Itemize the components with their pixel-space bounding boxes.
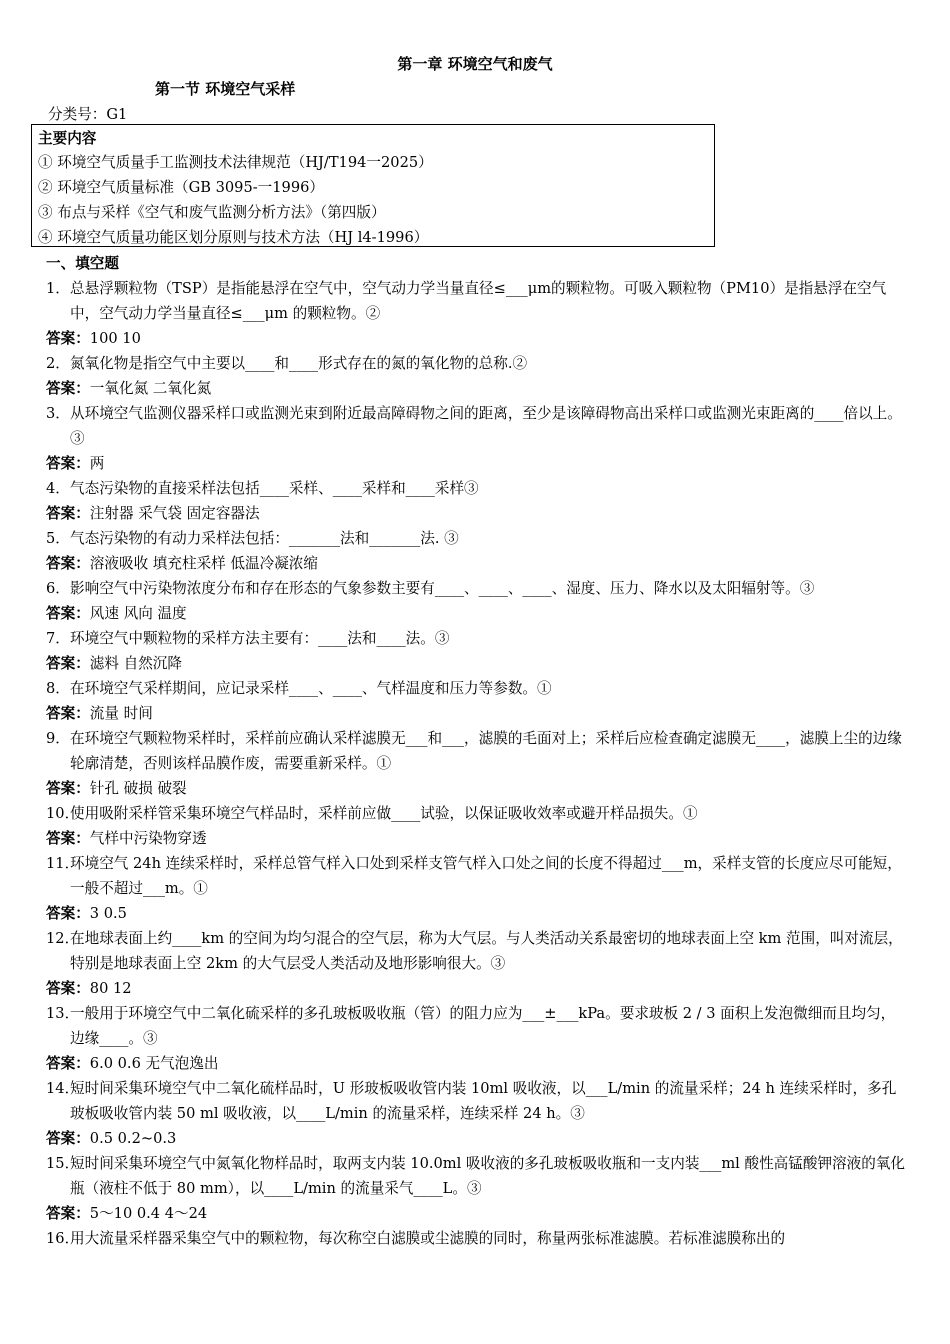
answer-label: 答案：: [46, 505, 90, 522]
section-title: 第一节 环境空气采样: [155, 80, 296, 98]
chapter-title: 第一章 环境空气和废气: [397, 55, 553, 73]
answer-8: [46, 701, 908, 726]
answer-value: 3 0.5: [89, 905, 127, 922]
question-15: [46, 1151, 908, 1201]
answer-15: [46, 1201, 908, 1226]
question-10: [46, 801, 908, 826]
answer-7: [46, 651, 908, 676]
answer-value: 针孔 破损 破裂: [89, 780, 187, 797]
answer-value: 两: [89, 455, 105, 472]
question-number: 13．: [46, 1005, 80, 1022]
answer-label: 答案：: [46, 555, 90, 572]
main-content-item: ③ 布点与采样《空气和废气监测分析方法》（第四版）: [38, 204, 386, 221]
answer-label: 答案：: [46, 705, 90, 722]
answer-5: [46, 551, 908, 576]
question-8: [46, 676, 908, 701]
answer-14: [46, 1126, 908, 1151]
question-text: 气态污染物的直接采样法包括____采样、____采样和____采样③: [70, 480, 479, 497]
question-9: [46, 726, 908, 776]
answer-13: [46, 1051, 908, 1076]
answer-label: 答案：: [46, 330, 90, 347]
question-number: 6．: [46, 580, 70, 597]
question-text: 环境空气中颗粒物的采样方法主要有：____法和____法。③: [70, 630, 450, 647]
question-text: 短时间采集环境空气中氮氧化物样品时，取两支内装 10.0ml 吸收液的多孔玻板吸收瓶和一支内装___ml 酸性高锰酸钾溶液的氧化瓶（液柱不低于 80 mm），以____L/min 的流量采气____L。③: [70, 1155, 906, 1197]
answer-value: 流量 时间: [89, 705, 153, 722]
fill-in-blank-section: [46, 252, 908, 1251]
answer-value: 0.5 0.2~0.3: [89, 1130, 177, 1147]
answer-label: 答案：: [46, 605, 90, 622]
answer-value: 风速 风向 温度: [89, 605, 187, 622]
answer-value: 注射器 采气袋 固定容器法: [89, 505, 260, 522]
answer-label: 答案：: [46, 905, 90, 922]
answer-value: 气样中污染物穿透: [89, 830, 207, 847]
question-number: 7．: [46, 630, 70, 647]
question-11: [46, 851, 908, 901]
question-2: [46, 351, 908, 376]
question-text: 气态污染物的有动力采样法包括：_______法和_______法. ③: [70, 530, 459, 547]
question-text: 一般用于环境空气中二氧化硫采样的多孔玻板吸收瓶（管）的阻力应为___±___kPa。要求玻板 2 / 3 面积上发泡微细而且均匀，边缘____。③: [70, 1005, 896, 1047]
question-number: 3．: [46, 405, 70, 422]
answer-label: 答案：: [46, 830, 90, 847]
question-13: [46, 1001, 908, 1051]
question-text: 从环境空气监测仪器采样口或监测光束到附近最高障碍物之间的距离，至少是该障碍物高出采样口或监测光束距离的____倍以上。③: [70, 405, 902, 447]
question-text: 在环境空气采样期间，应记录采样____、____、气样温度和压力等参数。①: [70, 680, 552, 697]
question-text: 环境空气 24h 连续采样时，采样总管气样入口处到采样支管气样入口处之间的长度不得超过___m，采样支管的长度应尽可能短，一般不超过___m。①: [70, 855, 902, 897]
question-text: 氮氧化物是指空气中主要以____和____形式存在的氮的氧化物的总称.②: [70, 355, 528, 372]
answer-value: 80 12: [89, 980, 132, 997]
question-number: 8．: [46, 680, 70, 697]
question-number: 5．: [46, 530, 70, 547]
answer-label: 答案：: [46, 380, 90, 397]
answer-12: [46, 976, 908, 1001]
answer-9: [46, 776, 908, 801]
answer-label: 答案：: [46, 655, 90, 672]
question-text: 总悬浮颗粒物（TSP）是指能悬浮在空气中，空气动力学当量直径≤___μm的颗粒物。可吸入颗粒物（PM10）是指悬浮在空气中，空气动力学当量直径≤___μm 的颗粒物。②: [70, 280, 887, 322]
answer-value: 6.0 0.6 无气泡逸出: [89, 1055, 219, 1072]
answer-4: [46, 501, 908, 526]
question-number: 4．: [46, 480, 70, 497]
main-content-item: ② 环境空气质量标准（GB 3095-一1996）: [38, 179, 324, 196]
question-number: 2．: [46, 355, 70, 372]
question-text: 用大流量采样器采集空气中的颗粒物，每次称空白滤膜或尘滤膜的同时，称量两张标准滤膜。若标准滤膜称出的: [70, 1230, 786, 1247]
question-number: 16．: [46, 1230, 80, 1247]
answer-6: [46, 601, 908, 626]
question-text: 使用吸附采样管采集环境空气样品时，采样前应做____试验，以保证吸收效率或避开样品损失。①: [70, 805, 698, 822]
question-5: [46, 526, 908, 551]
question-number: 11．: [46, 855, 80, 872]
question-14: [46, 1076, 908, 1126]
question-number: 14．: [46, 1080, 80, 1097]
answer-value: 100 10: [89, 330, 141, 347]
answer-value: 滤料 自然沉降: [89, 655, 182, 672]
question-text: 在环境空气颗粒物采样时，采样前应确认采样滤膜无___和___，滤膜的毛面对上；采样后应检查确定滤膜无____，滤膜上尘的边缘轮廓清楚，否则该样品膜作废，需要重新采样。①: [70, 730, 902, 772]
main-content-item: ④ 环境空气质量功能区划分原则与技术方法（HJ l4-1996）: [38, 229, 429, 246]
answer-label: 答案：: [46, 980, 90, 997]
question-4: [46, 476, 908, 501]
main-content-box: [31, 124, 715, 247]
question-3: [46, 401, 908, 451]
answer-value: 一氧化氮 二氧化氮: [89, 380, 212, 397]
main-content-title: 主要内容: [38, 130, 97, 147]
classification-number: 分类号：G1: [48, 106, 128, 123]
answer-3: [46, 451, 908, 476]
question-text: 短时间采集环境空气中二氧化硫样品时，U 形玻板吸收管内装 10ml 吸收液，以___L/min 的流量采样；24 h 连续采样时，多孔玻板吸收管内装 50 ml 吸收液，以____L/min 的流量采样，连续采样 24 h。③: [70, 1080, 897, 1122]
question-1: [46, 276, 908, 326]
question-text: 影响空气中污染物浓度分布和存在形态的气象参数主要有____、____、____、湿度、压力、降水以及太阳辐射等。③: [70, 580, 815, 597]
answer-value: 溶液吸收 填充柱采样 低温冷凝浓缩: [89, 555, 318, 572]
part-title: 一、填空题: [46, 255, 119, 272]
question-text: 在地球表面上约____km 的空间为均匀混合的空气层，称为大气层。与人类活动关系最密切的地球表面上空 km 范围，叫对流层，特别是地球表面上空 2km 的大气层受人类活动及地形影响很大。③: [70, 930, 903, 972]
answer-1: [46, 326, 908, 351]
answer-11: [46, 901, 908, 926]
answer-label: 答案：: [46, 1205, 90, 1222]
question-number: 9．: [46, 730, 70, 747]
answer-label: 答案：: [46, 1130, 90, 1147]
answer-label: 答案：: [46, 455, 90, 472]
question-number: 1．: [46, 280, 70, 297]
question-7: [46, 626, 908, 651]
question-6: [46, 576, 908, 601]
question-16: [46, 1226, 908, 1251]
answer-2: [46, 376, 908, 401]
question-number: 15．: [46, 1155, 80, 1172]
answer-10: [46, 826, 908, 851]
question-number: 10．: [46, 805, 80, 822]
main-content-item: ① 环境空气质量手工监测技术法律规范（HJ/T194一2025）: [38, 154, 433, 171]
answer-label: 答案：: [46, 1055, 90, 1072]
answer-label: 答案：: [46, 780, 90, 797]
question-number: 12．: [46, 930, 80, 947]
answer-value: 5～10 0.4 4～24: [89, 1205, 208, 1222]
question-12: [46, 926, 908, 976]
